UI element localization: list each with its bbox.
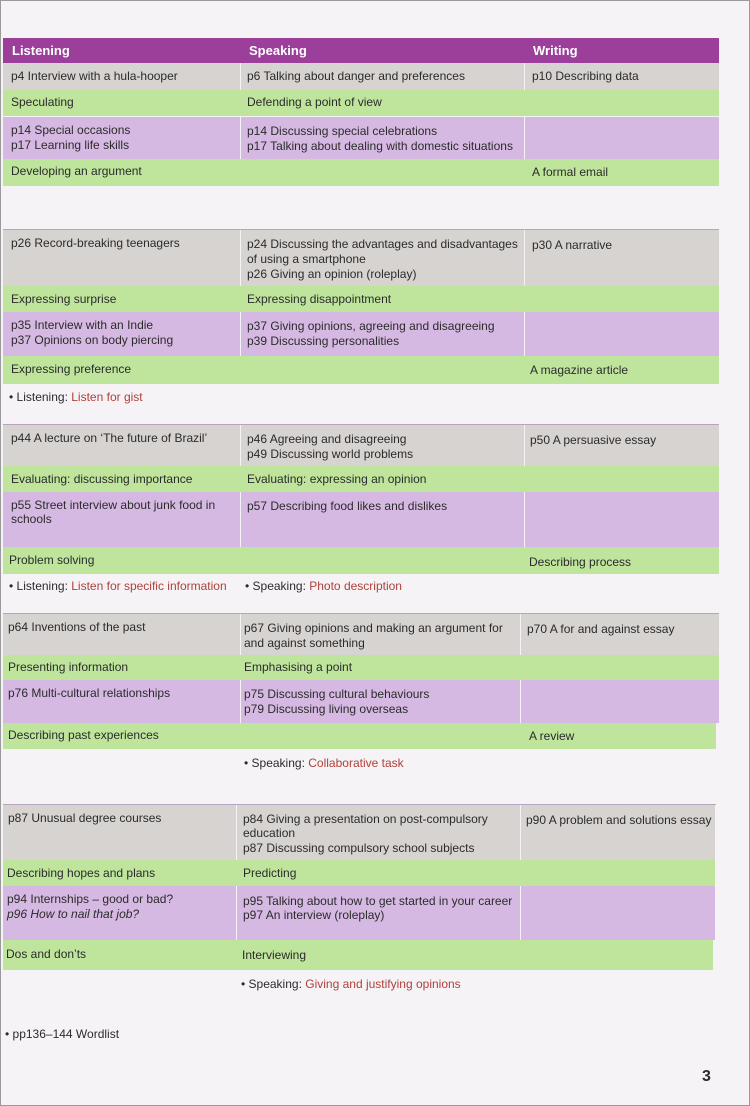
- unit4-writing: p70 A for and against essay: [527, 622, 675, 636]
- unit1-listening-2b: p17 Learning life skills: [11, 138, 130, 152]
- unit5-exam-tip-value: Giving and justifying opinions: [305, 977, 461, 991]
- unit4-skills-row-2: [3, 680, 719, 723]
- unit1-function-listening-2: Developing an argument: [11, 164, 142, 178]
- unit5-exam-tip: [241, 977, 461, 992]
- unit4-exam-tip-value: Collaborative task: [308, 756, 404, 770]
- unit3-speaking-a: p46 Agreeing and disagreeing: [247, 432, 407, 446]
- unit2-speaking-c: p26 Giving an opinion (roleplay): [247, 267, 417, 281]
- unit2-writing: p30 A narrative: [532, 238, 613, 252]
- unit1-skills-row: [3, 63, 719, 90]
- unit3-skills-row: [3, 425, 719, 466]
- unit4-speaking-2b: p79 Discussing living overseas: [244, 702, 409, 716]
- unit1-speaking-2b: p17 Talking about dealing with domestic situations: [247, 139, 513, 153]
- unit2-exam-tip-label: • Listening:: [9, 390, 72, 404]
- unit5-function-speaking-2: Interviewing: [242, 948, 307, 962]
- unit3-function-listening-2: Problem solving: [9, 553, 95, 567]
- unit3-exam-tip-label: • Listening:: [9, 579, 72, 593]
- unit1-function-row-2: [3, 159, 719, 186]
- unit3-function-speaking: Evaluating: expressing an opinion: [247, 472, 427, 486]
- unit3-exam-tip-listening: [9, 579, 227, 594]
- unit5-function-row: [3, 860, 715, 886]
- unit3-function-writing-2: Describing process: [529, 555, 632, 569]
- unit5-exam-tip-label: • Speaking:: [241, 977, 306, 991]
- unit2-speaking-a: p24 Discussing the advantages and disadvantages: [247, 237, 518, 251]
- unit5-listening-2a: p94 Internships – good or bad?: [7, 892, 174, 906]
- unit3-listening-2b: schools: [11, 512, 52, 526]
- unit2-function-listening: Expressing surprise: [11, 292, 117, 306]
- unit3-speaking-b: p49 Discussing world problems: [247, 447, 414, 461]
- unit3-exam-tip-value: Listen for specific information: [71, 579, 227, 593]
- unit2-speaking-2b: p39 Discussing personalities: [247, 334, 400, 348]
- unit2-listening-2b: p37 Opinions on body piercing: [11, 333, 174, 347]
- unit3-speaking-2: p57 Describing food likes and dislikes: [247, 499, 448, 513]
- unit1-function-writing-2: A formal email: [532, 165, 609, 179]
- unit3-function-row: [3, 466, 719, 492]
- unit3-exam-tip-value-2: Photo description: [309, 579, 402, 593]
- unit4-function-row-2: [3, 723, 716, 749]
- unit5-function-listening-2: Dos and don’ts: [6, 947, 87, 961]
- unit4-function-speaking: Emphasising a point: [244, 660, 353, 674]
- unit2-function-listening-2: Expressing preference: [11, 362, 132, 376]
- unit4-listening: p64 Inventions of the past: [8, 620, 146, 634]
- unit2-function-row-2: [3, 356, 719, 384]
- unit4-speaking-b: and against something: [244, 636, 365, 650]
- page-number: 3: [702, 1068, 711, 1085]
- unit1-function-listening: Speculating: [11, 95, 74, 109]
- unit4-skills-row: [3, 614, 719, 655]
- unit5-function-listening: Describing hopes and plans: [7, 866, 156, 880]
- unit1-speaking: p6 Talking about danger and preferences: [247, 69, 465, 83]
- unit2-listening-2a: p35 Interview with an Indie: [11, 318, 154, 332]
- unit5-writing: p90 A problem and solutions essay: [526, 813, 712, 827]
- header-listening: Listening: [12, 43, 70, 58]
- unit4-exam-tip: [244, 756, 404, 771]
- unit3-listening: p44 A lecture on ‘The future of Brazil’: [11, 431, 208, 445]
- unit1-function-row: [3, 90, 719, 116]
- wordlist-reference: • pp136–144 Wordlist: [5, 1027, 120, 1041]
- unit3-exam-tip-speaking: [245, 579, 402, 594]
- unit4-function-listening: Presenting information: [8, 660, 129, 674]
- column-header-bar: [3, 38, 719, 63]
- unit4-speaking-2a: p75 Discussing cultural behaviours: [244, 687, 430, 701]
- unit1-writing: p10 Describing data: [532, 69, 639, 83]
- unit2-exam-tip: [9, 390, 143, 405]
- unit5-skills-row-2: [3, 886, 715, 940]
- unit4-function-listening-2: Describing past experiences: [8, 728, 159, 742]
- unit5-speaking-2b: p97 An interview (roleplay): [243, 908, 385, 922]
- unit2-listening: p26 Record-breaking teenagers: [11, 236, 180, 250]
- unit1-skills-row-2: [3, 117, 719, 159]
- header-speaking: Speaking: [249, 43, 307, 58]
- unit5-function-row-2: [3, 940, 713, 970]
- unit4-speaking-a: p67 Giving opinions and making an argument for: [244, 621, 503, 635]
- unit5-speaking-c: p87 Discussing compulsory school subjects: [243, 841, 475, 855]
- unit3-writing: p50 A persuasive essay: [530, 433, 657, 447]
- unit2-speaking-2a: p37 Giving opinions, agreeing and disagreeing: [247, 319, 495, 333]
- unit3-skills-row-2: [3, 492, 719, 547]
- unit5-skills-row: [3, 805, 715, 860]
- unit5-listening-2b: p96 How to nail that job?: [7, 907, 140, 921]
- unit2-function-row: [3, 286, 719, 312]
- unit3-function-listening: Evaluating: discussing importance: [11, 472, 193, 486]
- unit2-function-speaking: Expressing disappointment: [247, 292, 392, 306]
- unit5-speaking-a: p84 Giving a presentation on post-compulsory: [243, 812, 488, 826]
- unit2-skills-row-2: [3, 312, 719, 356]
- unit4-function-writing-2: A review: [529, 729, 575, 743]
- unit5-speaking-b: education: [243, 826, 296, 840]
- unit2-function-writing-2: A magazine article: [530, 363, 629, 377]
- unit5-listening: p87 Unusual degree courses: [8, 811, 162, 825]
- unit5-speaking-2a: p95 Talking about how to get started in your career: [243, 894, 513, 908]
- unit1-speaking-2a: p14 Discussing special celebrations: [247, 124, 438, 138]
- unit2-speaking-b: of using a smartphone: [247, 252, 366, 266]
- unit3-function-row-2: [3, 547, 719, 574]
- unit3-exam-tip-label-2: • Speaking:: [245, 579, 310, 593]
- unit4-listening-2: p76 Multi-cultural relationships: [8, 686, 171, 700]
- unit1-listening-2a: p14 Special occasions: [11, 123, 131, 137]
- unit4-exam-tip-label: • Speaking:: [244, 756, 309, 770]
- unit2-skills-row: [3, 230, 719, 286]
- unit1-function-speaking: Defending a point of view: [247, 95, 382, 109]
- unit3-listening-2a: p55 Street interview about junk food in: [11, 498, 216, 512]
- unit2-exam-tip-value: Listen for gist: [71, 390, 143, 404]
- unit5-function-speaking: Predicting: [243, 866, 297, 880]
- unit4-function-row: [3, 655, 719, 680]
- unit1-listening: p4 Interview with a hula-hooper: [11, 69, 178, 83]
- header-writing: Writing: [533, 43, 578, 58]
